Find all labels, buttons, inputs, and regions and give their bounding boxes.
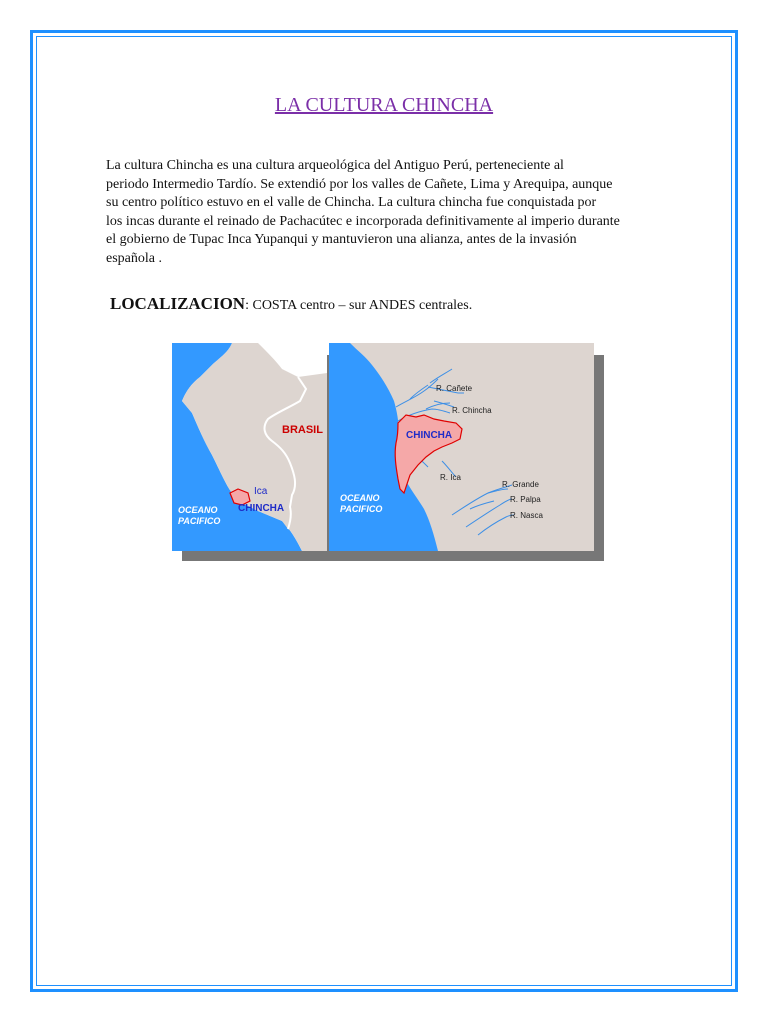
chincha-location-map [172, 343, 606, 565]
peru-overview-map [172, 343, 327, 551]
river-label-nasca: R. Nasca [510, 511, 543, 520]
chincha-label-right: CHINCHA [406, 430, 453, 441]
page-title: LA CULTURA CHINCHA [274, 94, 494, 116]
ocean-label-right-2: PACIFICO [340, 504, 383, 514]
paragraph-line: periodo Intermedio Tardío. Se extendió por los valles de Cañete, Lima y Arequipa, aunque [106, 176, 613, 192]
river-label-grande: R. Grande [502, 480, 539, 489]
ica-label: Ica [254, 486, 268, 497]
paragraph-line: su centro político estuvo en el valle de Chincha. La cultura chincha fue conquistada por [106, 195, 597, 210]
intro-paragraph [106, 157, 666, 268]
paragraph-line: española . [106, 250, 162, 266]
brasil-label: BRASIL [282, 424, 323, 436]
ocean-label-left-2: PACIFICO [178, 516, 221, 526]
paragraph-line: el gobierno de Tupac Inca Yupanqui y mantuvieron una alianza, antes de la invasión [106, 232, 577, 247]
paragraph-line: los incas durante el reinado de Pachacútec e incorporada definitivamente al imperio durante [106, 213, 620, 229]
river-label-palpa: R. Palpa [510, 495, 541, 504]
river-label-chincha: R. Chincha [452, 406, 492, 415]
chincha-label-left: CHINCHA [238, 503, 285, 514]
localizacion-line [110, 294, 472, 314]
localizacion-text: COSTA centro – sur ANDES centrales. [248, 298, 473, 313]
ocean-label-right-1: OCEANO [340, 493, 380, 503]
localizacion-separator: : [245, 298, 249, 313]
ocean-label-left-1: OCEANO [178, 505, 218, 515]
localizacion-label: LOCALIZACION [110, 294, 246, 313]
chincha-detail-map [329, 343, 594, 551]
paragraph-line: La cultura Chincha es una cultura arqueológica del Antiguo Perú, perteneciente al [106, 158, 564, 173]
river-label-canete: R. Cañete [436, 384, 473, 393]
river-label-ica: R. Ica [440, 473, 461, 482]
